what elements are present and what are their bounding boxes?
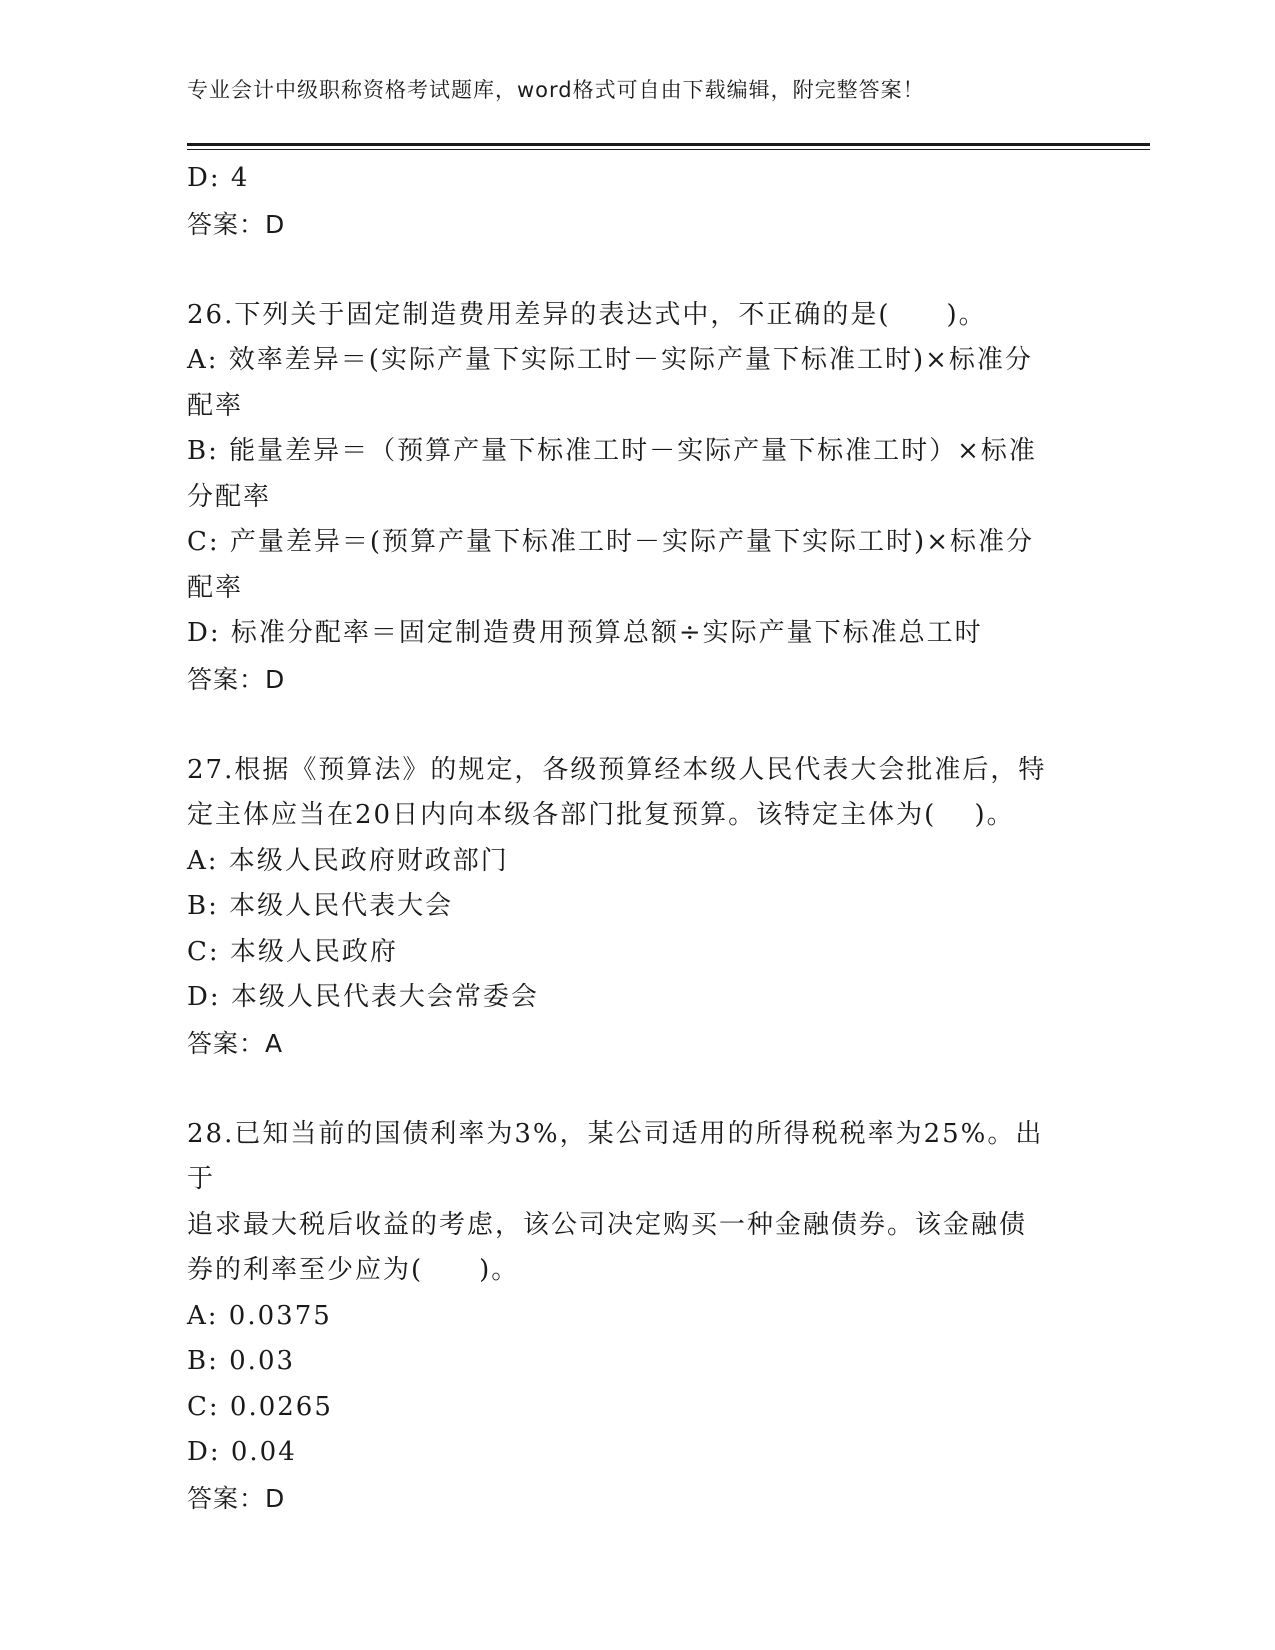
answer-line: 答案：D [187, 664, 286, 694]
question-26 [187, 293, 1067, 703]
option-line: 配率 [187, 390, 244, 421]
question-content [187, 156, 1067, 1521]
question-stem: 26.下列关于固定制造费用差异的表达式中，不正确的是( )。 [187, 299, 987, 330]
option-line: 配率 [187, 572, 244, 603]
spacer [187, 247, 1067, 293]
option-line: A: 0.0375 [187, 1300, 332, 1331]
question-stem: 定主体应当在20日内向本级各部门批复预算。该特定主体为( )。 [187, 800, 1015, 830]
option-line: B: 能量差异＝（预算产量下标准工时－实际产量下标准工时）×标准 [187, 436, 1037, 466]
option-line: B: 本级人民代表大会 [187, 891, 454, 921]
question-stem: 券的利率至少应为( )。 [187, 1255, 520, 1285]
option-line: D: 0.04 [187, 1437, 297, 1467]
option-line: 分配率 [187, 481, 272, 512]
question-stem: 27.根据《预算法》的规定，各级预算经本级人民代表大会批准后，特 [187, 754, 1047, 785]
option-line: C: 0.0265 [187, 1391, 333, 1422]
answer-line: 答案：D [187, 1483, 286, 1513]
option-line: A: 本级人民政府财政部门 [187, 845, 509, 876]
question-28 [187, 1112, 1067, 1522]
option-line: C: 本级人民政府 [187, 936, 398, 967]
question-stem: 28.已知当前的国债利率为3%，某公司适用的所得税税率为25%。出于 [187, 1118, 1044, 1194]
spacer [187, 702, 1067, 748]
spacer [187, 1066, 1067, 1112]
option-line: B: 0.03 [187, 1346, 296, 1376]
page-header: 专业会计中级职称资格考试题库，word格式可自由下载编辑，附完整答案！ [187, 78, 925, 102]
prev-option-d: D: 4 [187, 163, 250, 193]
header-rule-thick [187, 143, 1150, 146]
option-line: C: 产量差异＝(预算产量下标准工时－实际产量下实际工时)×标准分 [187, 527, 1034, 557]
option-line: D: 本级人民代表大会常委会 [187, 982, 539, 1012]
option-line: A: 效率差异＝(实际产量下实际工时－实际产量下标准工时)×标准分 [187, 345, 1033, 375]
question-27 [187, 748, 1067, 1067]
option-line: D: 标准分配率＝固定制造费用预算总额÷实际产量下标准总工时 [187, 618, 983, 648]
question-stem: 追求最大税后收益的考虑，该公司决定购买一种金融债券。该金融债 [187, 1209, 1028, 1240]
header-rule-thin [187, 149, 1150, 150]
answer-line: 答案：A [187, 1028, 284, 1058]
prev-answer: 答案：D [187, 209, 286, 239]
